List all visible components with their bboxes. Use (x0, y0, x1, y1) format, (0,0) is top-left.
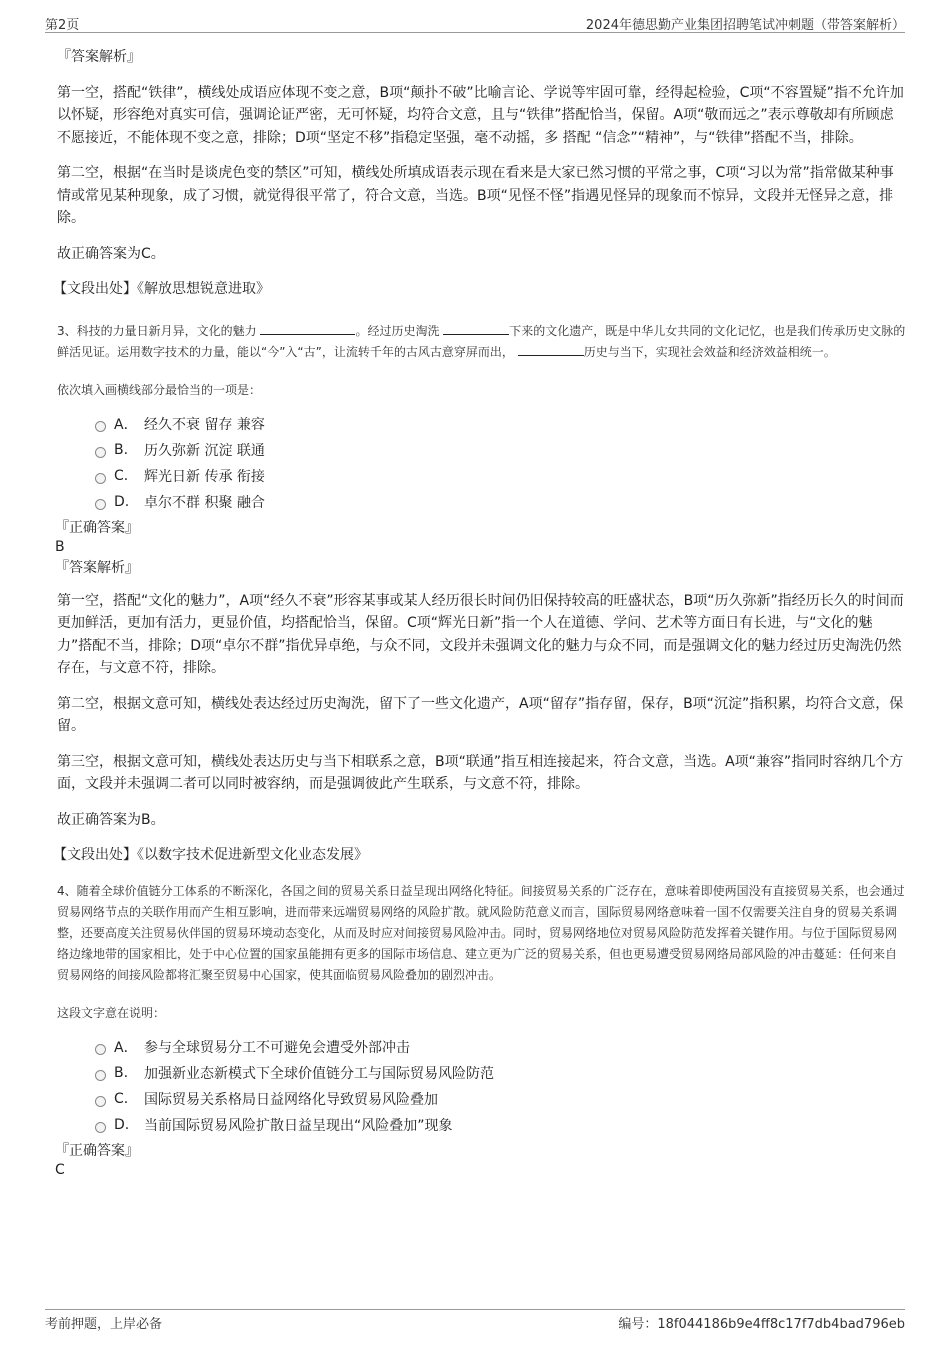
option-d[interactable]: D. 卓尔不群 积聚 融合 (95, 489, 950, 515)
question-4 (57, 881, 907, 1024)
q3-analysis (53, 590, 907, 867)
question-text: 3、科技的力量日新月异，文化的魅力 。经过历史淘洗 下来的文化遗产，既是中华儿女共同的文化记忆，也是我们传承历史文脉的鲜活见证。运用数字技术的力量，能以“今”入“古”，让流转千年的古风古意穿屏而出， 历史与当下，实现社会效益和经济效益相统一。 (57, 321, 907, 363)
analysis-paragraph: 第一空，搭配“铁律”，横线处成语应体现不变之意，B项“颠扑不破”比喻言论、学说等牢固可靠，经得起检验，C项“不容置疑”指不允许加以怀疑，形容绝对真实可信，强调论证严密，无可怀疑，均符合文意，且与“铁律”搭配恰当，保留。A项“敬而远之”表示尊敬却有所顾虑不愿接近，不能体现不变之意，排除；D项“坚定不移”指稳定坚强，毫不动摇，多 搭配 “信念”“精神”，与“铁律”搭配不当，排除。 (57, 84, 904, 146)
option-a[interactable]: A． 经久不衰 留存 兼容 (95, 411, 950, 437)
option-d[interactable]: D. 当前国际贸易风险扩散日益呈现出“风险叠加”现象 (95, 1112, 950, 1138)
analysis-label: 『答案解析』 (55, 559, 139, 576)
analysis-paragraph: 第二空，根据文意可知，横线处表达经过历史淘洗，留下了一些文化遗产，A项“留存”指存留，保存，B项“沉淀”指积累，均符合文意，保留。 (57, 695, 904, 734)
option-b[interactable]: B. 历久弥新 沉淀 联通 (95, 437, 950, 463)
question-text: 4、随着全球价值链分工体系的不断深化，各国之间的贸易关系日益呈现出网络化特征。间接贸易关系的广泛存在，意味着即使两国没有直接贸易关系，也会通过贸易网络节点的关联作用而产生相互影响，进而带来远端贸易网络的风险扩散。就风险防范意义而言，国际贸易网络意味着一国不仅需要关注自身的贸易关系调整，还要高度关注贸易伙伴国的贸易环境动态变化，从而及时应对间接贸易风险冲击。同时，贸易网络地位对贸易风险防范发挥着关键作用。与位于国际贸易网络边缘地带的国家相比，处于中心位置的国家虽能拥有更多的国际市场信息、建立更为广泛的贸易关系，但也更易遭受贸易网络局部风险的冲击蔓延：任何来自贸易网络的间接风险都将汇聚至贸易中心国家，使其面临贸易风险叠加的剧烈冲击。 (57, 883, 905, 982)
radio-icon[interactable] (95, 447, 106, 458)
q3-answer (55, 519, 905, 578)
blank-3 (518, 342, 584, 356)
document-code: 编号：18f044186b9e4ff8c17f7db4bad796eb (618, 1317, 905, 1332)
blank-1 (260, 321, 355, 335)
page-header (45, 14, 905, 33)
q3-options (95, 411, 950, 515)
blank-2 (443, 321, 509, 335)
radio-icon[interactable] (95, 473, 106, 484)
source-citation: 【文段出处】《解放思想锐意进取》 (53, 281, 270, 297)
radio-icon[interactable] (95, 499, 106, 510)
analysis-paragraph: 第二空，根据“在当时是谈虎色变的禁区”可知，横线处所填成语表示现在看来是大家已然习惯的平常之事，C项“习以为常”指常做某种事情或常见某种现象，成了习惯，就觉得很平常了，符合文意，当选。B项“见怪不怪”指遇见怪异的现象而不惊异，文段并无怪异之意，排除。 (57, 165, 894, 226)
answer-conclusion: 故正确答案为B。 (57, 811, 165, 828)
question-prompt: 依次填入画横线部分最恰当的一项是： (57, 382, 262, 397)
source-citation: 【文段出处】《以数字技术促进新型文化业态发展》 (53, 847, 368, 863)
question-3 (57, 321, 907, 401)
option-a[interactable]: A． 参与全球贸易分工不可避免会遭受外部冲击 (95, 1034, 950, 1060)
answer-value: B (55, 538, 65, 555)
option-c[interactable]: C. 辉光日新 传承 衔接 (95, 463, 950, 489)
analysis-label: 『答案解析』 (57, 49, 141, 65)
radio-icon[interactable] (95, 421, 106, 432)
radio-icon[interactable] (95, 1044, 106, 1055)
q4-answer (55, 1142, 905, 1180)
answer-label: 『正确答案』 (55, 1142, 139, 1159)
analysis-paragraph: 第一空，搭配“文化的魅力”，A项“经久不衰”形容某事或某人经历很长时间仍旧保持较高的旺盛状态，B项“历久弥新”指经历长久的时间而更加鲜活，更加有活力，更显价值，均搭配恰当，保留。C项“辉光日新”指一个人在道德、学问、艺术等方面日有长进，与“文化的魅力”搭配不当，排除；D项“卓尔不群”指优异卓绝，与众不同，文段并未强调文化的魅力与众不同，而是强调文化的魅力经过历史淘洗仍然存在，与文意不符，排除。 (57, 592, 904, 676)
footer-slogan: 考前押题，上岸必备 (45, 1317, 163, 1332)
question-prompt: 这段文字意在说明： (57, 1005, 166, 1020)
analysis-paragraph: 第三空，根据文意可知，横线处表达历史与当下相联系之意，B项“联通”指互相连接起来，符合文意，当选。A项“兼容”指同时容纳几个方面，文段并未强调二者可以同时被容纳，而是强调彼此产生联系，与文意不符，排除。 (57, 753, 904, 792)
option-b[interactable]: B. 加强新业态新模式下全球价值链分工与国际贸易风险防范 (95, 1060, 950, 1086)
radio-icon[interactable] (95, 1096, 106, 1107)
option-c[interactable]: C. 国际贸易关系格局日益网络化导致贸易风险叠加 (95, 1086, 950, 1112)
answer-conclusion: 故正确答案为C。 (57, 245, 165, 262)
q4-options (95, 1034, 950, 1138)
radio-icon[interactable] (95, 1070, 106, 1081)
page-footer (45, 1309, 905, 1331)
radio-icon[interactable] (95, 1122, 106, 1133)
document-title: 2024年德思勤产业集团招聘笔试冲刺题（带答案解析） (585, 18, 905, 33)
page-number: 第2页 (45, 18, 80, 33)
q2-analysis (53, 46, 907, 301)
answer-label: 『正确答案』 (55, 519, 139, 536)
answer-value: C (55, 1161, 65, 1178)
